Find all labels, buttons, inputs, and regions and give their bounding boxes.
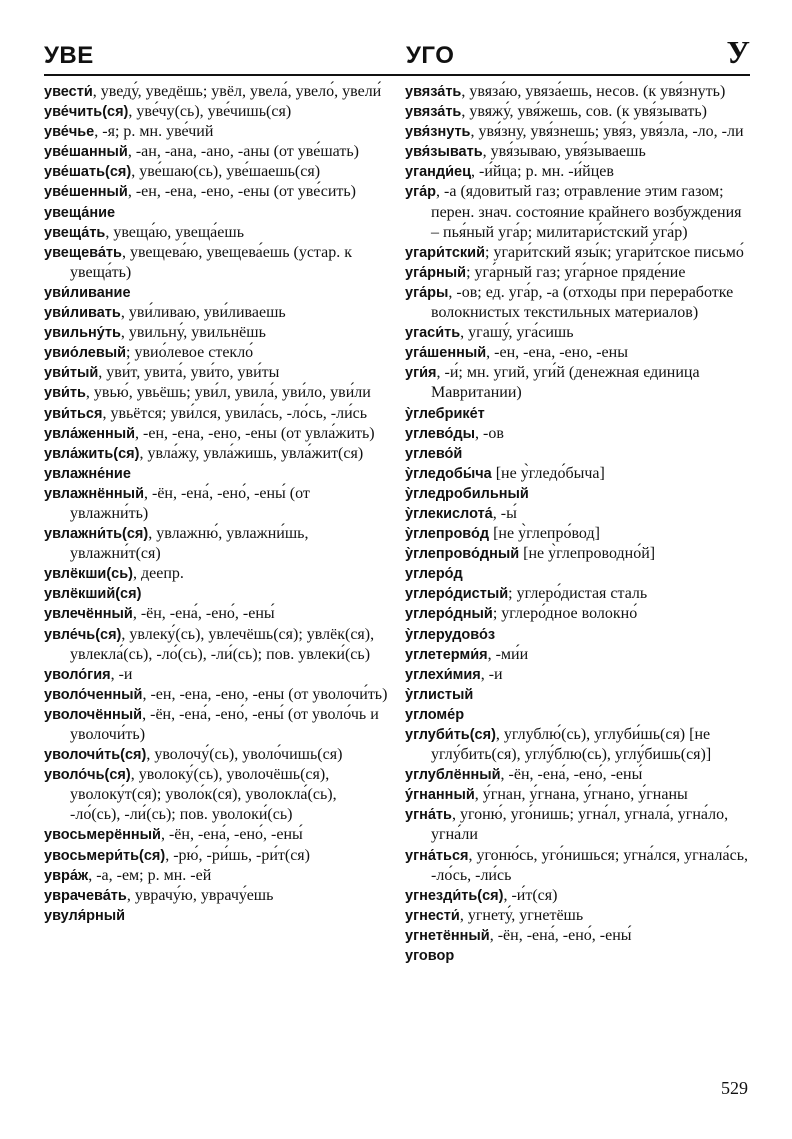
- dictionary-entry: [44, 886, 389, 906]
- dictionary-entry: [405, 805, 750, 845]
- entry-headword: уви́ливание: [44, 284, 131, 301]
- entry-text: , уведу́, уведёшь; увёл, увела́, увело́, увели́: [92, 83, 382, 100]
- entry-headword: у̀глепрово́д: [405, 526, 490, 543]
- dictionary-entry: [405, 504, 750, 524]
- right-guide-word: УГО: [406, 42, 455, 69]
- entry-headword: уве́шать(ся): [44, 164, 132, 181]
- entry-headword: уга́р: [405, 184, 437, 201]
- entry-headword: угна́ться: [405, 847, 469, 864]
- entry-headword: уве́шенный: [44, 184, 128, 201]
- entry-text: , углублю́(сь), углуби́шь(ся) [не углу́бить(ся), углу́блю(сь), углу́бишь(ся)]: [431, 726, 712, 764]
- header-rule: [44, 74, 750, 76]
- dictionary-entry: [405, 323, 750, 343]
- entry-headword: уви́ть: [44, 385, 86, 402]
- entry-text: , уви́ливаю, уви́ливаешь: [120, 304, 286, 322]
- entry-headword: уги́я: [405, 365, 437, 382]
- entry-headword: уве́чье: [44, 124, 95, 141]
- dictionary-entry: [405, 665, 750, 685]
- entry-headword: уволо́чь(ся): [44, 767, 131, 784]
- page-number: 529: [721, 1078, 748, 1098]
- dictionary-entry: [44, 524, 389, 564]
- dictionary-entry: [44, 705, 389, 745]
- entry-text: , угнету́, угнетёшь: [459, 906, 584, 924]
- entry-text: , -ов; ед. уга́р, -а (отходы при переработке волокнистых текстильных материалов): [431, 283, 734, 322]
- entry-headword: уга́ры: [405, 284, 449, 301]
- entry-headword: увла́женный: [44, 425, 136, 442]
- entry-headword: у̀глекислота́: [405, 505, 493, 522]
- dictionary-entry: [405, 464, 750, 484]
- dictionary-entry: [44, 303, 389, 323]
- dictionary-entry: [44, 404, 389, 424]
- entry-headword: увлажне́ние: [44, 465, 131, 482]
- entry-text: , -ен, -ена, -ено, -ены (от уве́сить): [127, 183, 356, 201]
- dictionary-entry: [405, 645, 750, 665]
- entry-text: , уве́чу(сь), уве́чишь(ся): [128, 103, 292, 121]
- left-guide-word: УВЕ: [44, 42, 94, 69]
- entry-text: ; уга́рный газ; уга́рное пряде́ние: [466, 263, 686, 281]
- entry-text: , увью́, увьёшь; уви́л, увила́, уви́ло, уви́ли: [85, 384, 371, 402]
- dictionary-entry: [405, 765, 750, 785]
- entry-text: , -ы́: [492, 504, 517, 522]
- dictionary-entry: [44, 243, 389, 283]
- entry-headword: у̀глерудово́з: [405, 626, 496, 643]
- entry-headword: увле́чь(ся): [44, 626, 122, 643]
- entry-headword: угнезди́ть(ся): [405, 887, 504, 904]
- entry-headword: увяза́ть: [405, 84, 462, 100]
- dictionary-entry: [405, 604, 750, 624]
- dictionary-entry: [44, 182, 389, 202]
- entry-text: , увеща́ю, увеща́ешь: [105, 223, 244, 241]
- entry-text: , уволоку́(сь), уволочёшь(ся), уволоку́т(ся); уволо́к(ся), уволокла́(сь), -ло́(сь), -ли́(сь); пов. уволоки́(сь): [70, 766, 337, 824]
- dictionary-entry: [405, 162, 750, 182]
- entry-headword: у̀глистый: [405, 686, 474, 703]
- dictionary-entry: [405, 102, 750, 122]
- entry-headword: увлёкший(ся): [44, 586, 142, 603]
- entry-text: , увла́жу, увла́жишь, увла́жит(ся): [139, 444, 364, 462]
- entry-text: , угоню́сь, уго́нишься; угна́лся, угнала́сь, -ло́сь, -ли́сь: [431, 846, 749, 884]
- entry-text: , -я; р. мн. уве́чий: [94, 123, 214, 141]
- entry-headword: у̀гледобы́ча: [405, 465, 492, 482]
- dictionary-entry: [405, 785, 750, 805]
- entry-text: , -ён, -ена́, -ено́, -ены́: [132, 605, 275, 623]
- entry-headword: увосьмерённый: [44, 827, 161, 844]
- right-column: [405, 82, 750, 966]
- entry-text: , -ён, -ена́, -ено́, -ены́ (от уволо́чь и уволочи́ть): [70, 705, 379, 743]
- dictionary-entry: [405, 363, 750, 403]
- entry-text: , -ён, -ена́, -ено́, -ены́: [500, 766, 643, 784]
- entry-headword: увуля́рный: [44, 907, 126, 924]
- dictionary-entry: [405, 846, 750, 886]
- entry-text: , -ён, -ена́, -ено́, -ены́: [160, 826, 303, 844]
- entry-text: , уве́шаю(сь), уве́шаешь(ся): [131, 163, 321, 181]
- entry-text: , увьётся; уви́лся, увила́сь, -ло́сь, -ли́сь: [102, 404, 368, 422]
- entry-text: , уврачу́ю, уврачу́ешь: [126, 886, 274, 904]
- entry-text: , уволочу́(сь), уволо́чишь(ся): [146, 746, 343, 764]
- dictionary-entry: [44, 604, 389, 624]
- dictionary-entry: [405, 685, 750, 705]
- entry-headword: увлёкши(сь): [44, 566, 133, 583]
- entry-headword: уговор: [405, 948, 455, 965]
- dictionary-entry: [44, 665, 389, 685]
- entry-text: , -ён, -ена́, -ено́, -ены́ (от увлажни́ть): [70, 484, 310, 522]
- entry-headword: увеща́ние: [44, 204, 116, 221]
- entry-text: , -ен, -ена, -ено, -ены (от увла́жить): [135, 424, 375, 442]
- entry-headword: увя́зывать: [405, 144, 483, 161]
- entry-headword: увести́: [44, 84, 93, 100]
- entry-text: , -и́т(ся): [503, 886, 558, 904]
- entry-headword: увещева́ть: [44, 244, 122, 261]
- dictionary-entry: [405, 886, 750, 906]
- entry-headword: углеро́дистый: [405, 586, 509, 603]
- entry-headword: у̀гледробильный: [405, 485, 529, 502]
- entry-text: , увя́зываю, увя́зываешь: [482, 143, 646, 161]
- dictionary-entry: [44, 484, 389, 524]
- entry-text: , увещева́ю, увещева́ешь (устар. к увеща́ть): [70, 243, 352, 281]
- entry-headword: увяза́ть: [405, 104, 462, 121]
- entry-headword: угна́ть: [405, 807, 452, 824]
- entry-headword: угаси́ть: [405, 325, 461, 342]
- dictionary-entry: [44, 745, 389, 765]
- entry-headword: уганди́ец: [405, 164, 472, 181]
- entry-headword: уви́ливать: [44, 305, 121, 322]
- entry-headword: увильну́ть: [44, 325, 121, 342]
- entry-text: , -рю́, -ри́шь, -ри́т(ся): [165, 846, 310, 864]
- entry-text: , увлеку́(сь), увлечёшь(ся); увлёк(ся), увлекла́(сь), -ло́(сь), -ли́(сь); пов. увлеки́(сь): [70, 625, 375, 663]
- entry-headword: уволо́ченный: [44, 686, 143, 703]
- dictionary-entry: [405, 122, 750, 142]
- entry-headword: угломе́р: [405, 706, 465, 723]
- dictionary-entry: [44, 363, 389, 383]
- entry-text: ; углеро́дное волокно́: [492, 605, 638, 623]
- dictionary-entry: [405, 524, 750, 544]
- entry-headword: угари́тский: [405, 244, 485, 261]
- dictionary-entry: [44, 223, 389, 243]
- dictionary-entry: [405, 926, 750, 946]
- entry-headword: уви́тый: [44, 365, 99, 382]
- dictionary-entry: [44, 82, 389, 102]
- entry-headword: увосьмери́ть(ся): [44, 847, 166, 864]
- left-column: [44, 82, 389, 926]
- entry-text: , увяжу́, увя́жешь, сов. (к увя́зывать): [461, 103, 707, 121]
- page-header: [44, 34, 750, 78]
- entry-text: ; углеро́дистая сталь: [508, 585, 648, 603]
- entry-headword: уви́ться: [44, 405, 103, 422]
- dictionary-entry: [405, 243, 750, 263]
- dictionary-entry: [44, 464, 389, 484]
- entry-text: , -а, -ем; р. мн. -ей: [88, 866, 212, 884]
- entry-headword: у̀глепрово́дный: [405, 546, 520, 563]
- entry-text: , угоню́, уго́нишь; угна́л, угнала́, угна́ло, угна́ли: [431, 806, 729, 844]
- entry-headword: угнетённый: [405, 927, 490, 944]
- entry-headword: уволочи́ть(ся): [44, 747, 147, 764]
- entry-headword: увлажнённый: [44, 485, 144, 502]
- dictionary-entry: [405, 82, 750, 102]
- dictionary-entry: [405, 906, 750, 926]
- entry-text: [не у̀глепроводно́й]: [519, 545, 656, 563]
- dictionary-entry: [44, 866, 389, 886]
- entry-headword: углетерми́я: [405, 646, 488, 663]
- dictionary-entry: [405, 584, 750, 604]
- dictionary-entry: [44, 102, 389, 122]
- entry-headword: увеща́ть: [44, 224, 106, 241]
- dictionary-entry: [405, 424, 750, 444]
- dictionary-entry: [405, 544, 750, 564]
- entry-headword: уве́шанный: [44, 144, 128, 161]
- entry-headword: углево́ды: [405, 425, 475, 442]
- entry-text: ; увио́левое стекло́: [126, 344, 254, 362]
- dictionary-entry: [44, 685, 389, 705]
- dictionary-entry: [44, 846, 389, 866]
- dictionary-entry: [44, 323, 389, 343]
- entry-text: , -ен, -ена, -ено, -ены (от уволочи́ть): [142, 685, 388, 703]
- entry-headword: у́гнанный: [405, 787, 475, 804]
- entry-headword: углево́й: [405, 445, 463, 462]
- entry-text: , -ен, -ена, -ено, -ены: [486, 344, 628, 362]
- entry-text: , -и: [480, 665, 503, 683]
- dictionary-entry: [405, 142, 750, 162]
- entry-headword: углеро́дный: [405, 606, 493, 623]
- entry-text: , -а (ядовитый газ; отравление этим газом; перен. знач. состояние крайнего возбуждения – пья́ный уга́р; милитари́стский уга́р): [431, 183, 742, 241]
- entry-headword: углеро́д: [405, 566, 463, 583]
- entry-text: , -ан, -ана, -ано, -аны (от уве́шать): [127, 143, 359, 161]
- dictionary-entry: [405, 705, 750, 725]
- dictionary-entry: [405, 946, 750, 966]
- entry-text: , у́гнан, у́гнана, у́гнано, у́гнаны: [474, 786, 688, 804]
- dictionary-entry: [44, 825, 389, 845]
- dictionary-entry: [44, 283, 389, 303]
- entry-headword: угнести́: [405, 907, 460, 924]
- dictionary-entry: [44, 584, 389, 604]
- entry-headword: увла́жить(ся): [44, 445, 140, 462]
- entry-headword: уга́шенный: [405, 345, 487, 362]
- dictionary-entry: [405, 182, 750, 242]
- entry-text: , -и́; мн. угий, уги́й (денежная единица Мавритании): [431, 364, 700, 402]
- entry-text: , увя́зну, увя́знешь; увя́з, увя́зла, -ло, -ли: [470, 123, 744, 141]
- entry-headword: уволо́гия: [44, 666, 111, 683]
- entry-headword: углублённый: [405, 767, 501, 784]
- dictionary-entry: [44, 906, 389, 926]
- entry-text: , увлажню́, увлажни́шь, увлажни́т(ся): [70, 525, 309, 563]
- dictionary-entry: [405, 263, 750, 283]
- dictionary-entry: [44, 142, 389, 162]
- dictionary-entry: [405, 283, 750, 323]
- entry-text: , -и: [110, 665, 133, 683]
- entry-text: [не у̀гледо́быча]: [491, 464, 605, 482]
- dictionary-entry: [44, 564, 389, 584]
- dictionary-entry: [405, 625, 750, 645]
- dictionary-entry: [405, 564, 750, 584]
- dictionary-entry: [405, 404, 750, 424]
- dictionary-entry: [44, 625, 389, 665]
- dictionary-entry: [405, 725, 750, 765]
- entry-headword: увя́знуть: [405, 124, 471, 141]
- dictionary-entry: [44, 343, 389, 363]
- dictionary-entry: [44, 424, 389, 444]
- dictionary-entry: [44, 122, 389, 142]
- section-letter: У: [726, 34, 750, 70]
- entry-headword: увио́левый: [44, 345, 127, 362]
- entry-headword: уве́чить(ся): [44, 104, 129, 121]
- entry-text: , -и́йца; р. мн. -и́йцев: [471, 163, 614, 181]
- entry-text: , деепр.: [132, 565, 184, 583]
- entry-headword: уволочённый: [44, 706, 143, 723]
- entry-text: , увильну́, увильнёшь: [120, 324, 266, 342]
- entry-text: , -ов: [475, 424, 504, 442]
- dictionary-entry: [44, 765, 389, 825]
- dictionary-entry: [44, 383, 389, 403]
- entry-headword: увлажни́ть(ся): [44, 526, 149, 543]
- entry-text: , увяза́ю, увяза́ешь, несов. (к увя́знуть): [461, 83, 726, 100]
- entry-text: ; угари́тский язы́к; угари́тское письмо́: [485, 243, 744, 261]
- entry-headword: уга́рный: [405, 264, 467, 281]
- entry-text: , -ми́и: [487, 645, 529, 663]
- dictionary-entry: [405, 444, 750, 464]
- entry-headword: уврачева́ть: [44, 887, 127, 904]
- dictionary-entry: [44, 203, 389, 223]
- entry-headword: у̀глебрике́т: [405, 405, 485, 422]
- entry-headword: углехи́мия: [405, 666, 481, 683]
- entry-text: , угашу́, уга́сишь: [460, 324, 574, 342]
- dictionary-entry: [405, 343, 750, 363]
- dictionary-entry: [405, 484, 750, 504]
- entry-text: [не у̀глепро́вод]: [489, 525, 600, 543]
- entry-headword: увлечённый: [44, 606, 133, 623]
- dictionary-entry: [44, 444, 389, 464]
- entry-headword: увра́ж: [44, 867, 89, 884]
- entry-headword: углуби́ть(ся): [405, 727, 496, 743]
- entry-text: , уви́т, увита́, уви́то, уви́ты: [98, 364, 280, 382]
- dictionary-entry: [44, 162, 389, 182]
- entry-text: , -ён, -ена́, -ено́, -ены́: [489, 926, 632, 944]
